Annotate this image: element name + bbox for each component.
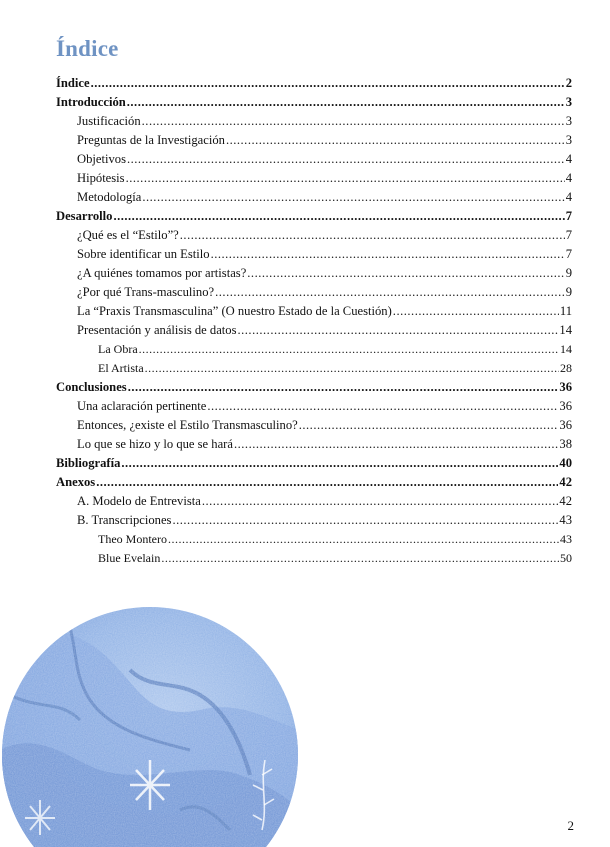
toc-entry[interactable]	[56, 226, 572, 245]
toc-leader-dots	[180, 226, 565, 245]
toc-entry[interactable]	[56, 169, 572, 188]
toc-entry[interactable]	[56, 264, 572, 283]
toc-entry-label: Presentación y análisis de datos	[77, 323, 237, 337]
toc-entry[interactable]	[56, 378, 572, 397]
toc-entry[interactable]	[56, 340, 572, 359]
toc-entry-page: 11	[559, 304, 572, 318]
toc-leader-dots	[168, 530, 559, 549]
toc-entry-label: El Artista	[98, 361, 144, 375]
page-title: Índice	[56, 36, 119, 61]
toc-entry-page: 3	[565, 114, 572, 128]
toc-entry[interactable]	[56, 435, 572, 454]
toc-entry-label: Entonces, ¿existe el Estilo Transmasculino?	[77, 418, 298, 432]
toc-entry[interactable]	[56, 207, 572, 226]
toc-entry[interactable]	[56, 454, 572, 473]
toc-entry-label: Objetivos	[77, 152, 126, 166]
toc-entry-label: Sobre identificar un Estilo	[77, 247, 210, 261]
toc-entry-page: 4	[565, 152, 572, 166]
toc-entry-label: ¿Por qué Trans-masculino?	[77, 285, 215, 299]
toc-entry-label: ¿A quiénes tomamos por artistas?	[77, 266, 247, 280]
toc-entry[interactable]	[56, 492, 572, 511]
page-number: 2	[567, 818, 574, 833]
toc-leader-dots	[145, 359, 559, 378]
toc-leader-dots	[113, 207, 564, 226]
toc-entry-page: 4	[565, 171, 572, 185]
toc-leader-dots	[172, 511, 558, 530]
toc-entry-page: 43	[560, 532, 572, 546]
toc-entry-label: Theo Montero	[98, 532, 167, 546]
toc-leader-dots	[215, 283, 565, 302]
toc-entry-label: La Obra	[98, 342, 138, 356]
toc-entry-page: 3	[565, 133, 572, 147]
toc-entry-page: 50	[560, 551, 572, 565]
toc-leader-dots	[237, 321, 558, 340]
toc-entry-label: Blue Evelain	[98, 551, 161, 565]
toc-entry-page: 36	[559, 399, 572, 413]
toc-entry[interactable]	[56, 74, 572, 93]
toc-leader-dots	[226, 131, 565, 150]
toc-entry-label: Una aclaración pertinente	[77, 399, 207, 413]
toc-entry-page: 40	[559, 456, 572, 470]
toc-entry-label: Bibliografía	[56, 456, 121, 470]
toc-entry-page: 38	[559, 437, 572, 451]
decorative-watercolor-illustration	[0, 600, 300, 847]
toc-leader-dots	[127, 93, 565, 112]
toc-entry[interactable]	[56, 530, 572, 549]
toc-leader-dots	[234, 435, 558, 454]
toc-leader-dots	[142, 112, 565, 131]
toc-entry-label: A. Modelo de Entrevista	[77, 494, 201, 508]
toc-entry[interactable]	[56, 188, 572, 207]
toc-entry-label: Hipótesis	[77, 171, 125, 185]
toc-entry-label: B. Transcripciones	[77, 513, 172, 527]
toc-entry-page: 9	[565, 266, 572, 280]
toc-leader-dots	[299, 416, 559, 435]
toc-leader-dots	[121, 454, 558, 473]
toc-leader-dots	[202, 492, 559, 511]
toc-entry-page: 7	[565, 228, 572, 242]
toc-entry-label: ¿Qué es el “Estilo”?	[77, 228, 179, 242]
toc-entry-page: 7	[565, 209, 572, 223]
toc-leader-dots	[161, 549, 559, 568]
toc-entry[interactable]	[56, 549, 572, 568]
toc-entry-label: Conclusiones	[56, 380, 127, 394]
toc-leader-dots	[142, 188, 564, 207]
toc-leader-dots	[247, 264, 564, 283]
toc-entry-label: Desarrollo	[56, 209, 113, 223]
toc-entry[interactable]	[56, 93, 572, 112]
toc-entry-label: Preguntas de la Investigación	[77, 133, 225, 147]
toc-entry[interactable]	[56, 150, 572, 169]
toc-leader-dots	[139, 340, 559, 359]
toc-leader-dots	[393, 302, 559, 321]
toc-entry-page: 14	[560, 342, 572, 356]
toc-leader-dots	[127, 150, 565, 169]
toc-leader-dots	[128, 378, 559, 397]
toc-entry-page: 9	[565, 285, 572, 299]
toc-leader-dots	[91, 74, 565, 93]
toc-entry[interactable]	[56, 359, 572, 378]
toc-entry-page: 14	[559, 323, 572, 337]
toc-entry[interactable]	[56, 283, 572, 302]
toc-entry[interactable]	[56, 397, 572, 416]
toc-entry[interactable]	[56, 245, 572, 264]
toc-entry-page: 2	[565, 76, 572, 90]
toc-entry-label: Anexos	[56, 475, 96, 489]
toc-entry-page: 36	[559, 380, 572, 394]
toc-entry[interactable]	[56, 511, 572, 530]
toc-entry[interactable]	[56, 321, 572, 340]
toc-entry-page: 4	[565, 190, 572, 204]
toc-entry-label: Índice	[56, 76, 90, 90]
table-of-contents	[56, 74, 572, 568]
toc-entry-page: 43	[559, 513, 572, 527]
toc-leader-dots	[211, 245, 565, 264]
toc-entry-label: Justificación	[77, 114, 141, 128]
toc-entry[interactable]	[56, 416, 572, 435]
toc-entry[interactable]	[56, 302, 572, 321]
toc-entry-label: Lo que se hizo y lo que se hará	[77, 437, 233, 451]
toc-entry[interactable]	[56, 112, 572, 131]
toc-entry-label: Metodología	[77, 190, 142, 204]
toc-leader-dots	[207, 397, 558, 416]
toc-entry-label: Introducción	[56, 95, 126, 109]
toc-entry-page: 42	[559, 494, 572, 508]
toc-entry-page: 42	[559, 475, 572, 489]
toc-entry-label: La “Praxis Transmasculina” (O nuestro Estado de la Cuestión)	[77, 304, 392, 318]
toc-entry[interactable]	[56, 473, 572, 492]
toc-leader-dots	[126, 169, 565, 188]
toc-entry-page: 36	[559, 418, 572, 432]
toc-entry-page: 7	[565, 247, 572, 261]
toc-entry-page: 28	[560, 361, 572, 375]
toc-entry[interactable]	[56, 131, 572, 150]
toc-entry-page: 3	[565, 95, 572, 109]
toc-leader-dots	[96, 473, 558, 492]
